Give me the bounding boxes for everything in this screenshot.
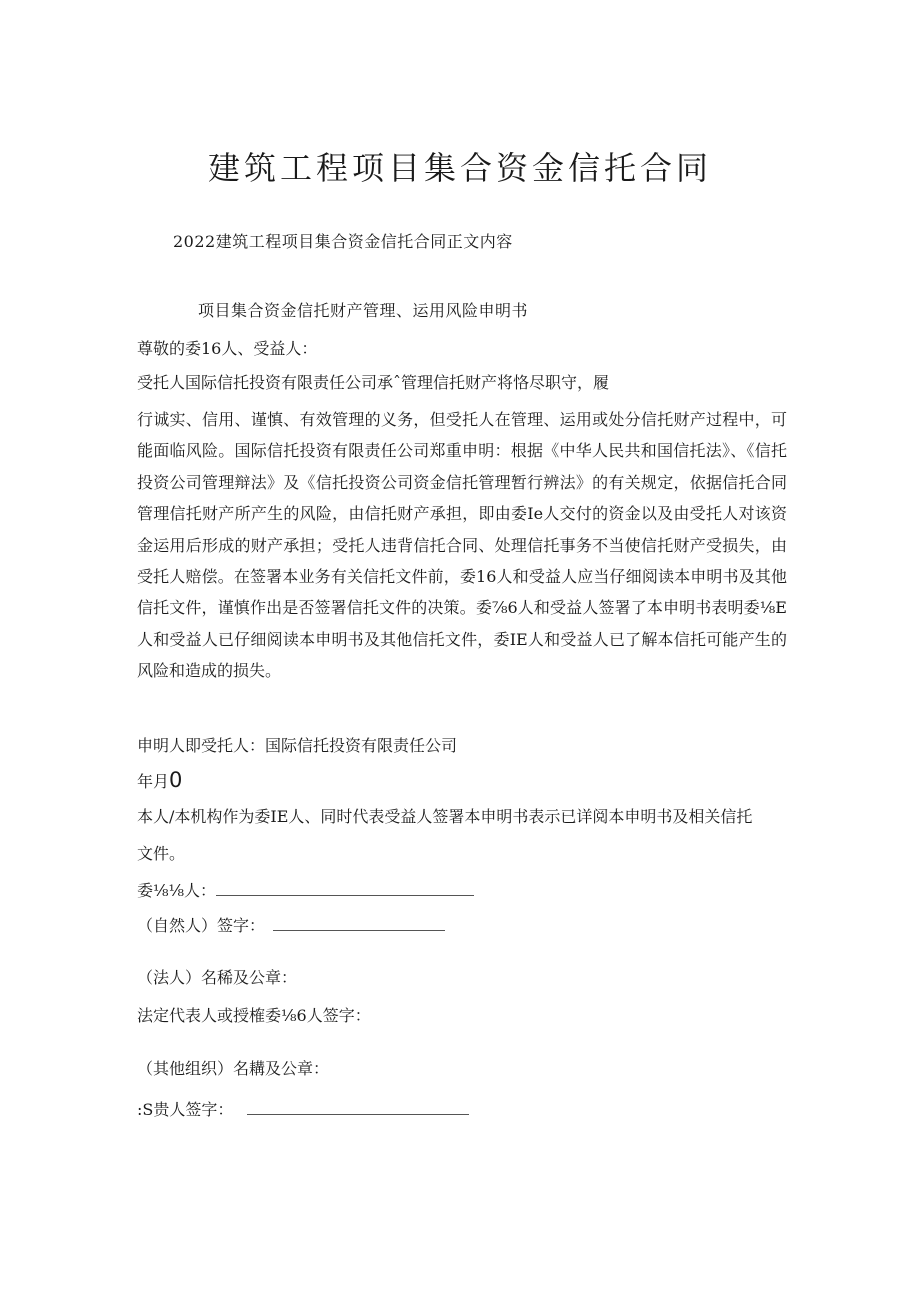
intro-line: 受托人国际信托投资有限责任公司承ˆ管理信托财产将恪尽职守，履: [137, 373, 610, 392]
entrustor-label: 委⅛⅛人：: [137, 881, 217, 900]
date-mark: 0: [169, 768, 183, 792]
salutation: 尊敬的委16人、受益人：: [137, 339, 318, 358]
responsible-person-sign-label: :S贵人签字：: [137, 1100, 234, 1119]
acknowledgement-line-1: 本人/本机构作为委IE人、同时代表受益人签署本申明书表示已详阅本申明书及相关信托: [137, 807, 753, 826]
document-subtitle: 2022建筑工程项目集合资金信托合同正文内容: [173, 232, 513, 251]
acknowledgement-line-2: 文件。: [137, 844, 186, 863]
responsible-person-sign-field: [137, 1098, 469, 1122]
natural-person-sign-label: （自然人）签字：: [137, 916, 266, 935]
declarant-line: 申明人即受托人：国际信托投资有限责任公司: [137, 736, 458, 755]
natural-person-sign-field: [137, 914, 445, 938]
responsible-person-sign-blank[interactable]: [247, 1100, 469, 1115]
natural-person-sign-blank[interactable]: [273, 916, 445, 931]
date-line: [137, 768, 182, 794]
entrustor-blank[interactable]: [216, 881, 474, 896]
document-title: 建筑工程项目集合资金信托合同: [207, 149, 712, 187]
entrustor-field: [137, 879, 474, 903]
legal-representative-sign-field: 法定代表人或授榷委⅛6人签字：: [137, 1006, 371, 1025]
section-heading: 项目集合资金信托财产管理、运用风险申明书: [198, 301, 529, 320]
legal-person-name-field: （法人）名稀及公章：: [137, 968, 298, 987]
date-prefix: 年月: [137, 772, 170, 791]
other-organization-name-field: （其他组织）名耩及公章：: [137, 1059, 330, 1078]
body-paragraph: 行诚实、信用、谨慎、有效管理的义务，但受托人在管理、运用或处分信托财产过程中，可能面临风险。国际信托投资有限责任公司郑重申明：根据《中华人民共和国信托法》、《信托投资公司管理辩法》及《信托投资公司资金信托管理暂行辨法》的有关规定，依据信托合同管理信托财产所产生的风险，由信托财产承担，即由委Ie人交付的资金以及由受托人对该资金运用后形成的财产承担；受托人违背信托合同、处理信托事务不当使信托财产受损失，由受托人赔偿。在签署本业务有关信托文件前，委16人和受益人应当仔细阅读本申明书及其他信托文件，谨慎作出是否签署信托文件的决策。委⅞6人和受益人签署了本申明书表明委⅛E人和受益人已仔细阅读本申明书及其他信托文件，委IE人和受益人已了解本信托可能产生的风险和造成的损失。: [137, 410, 787, 681]
